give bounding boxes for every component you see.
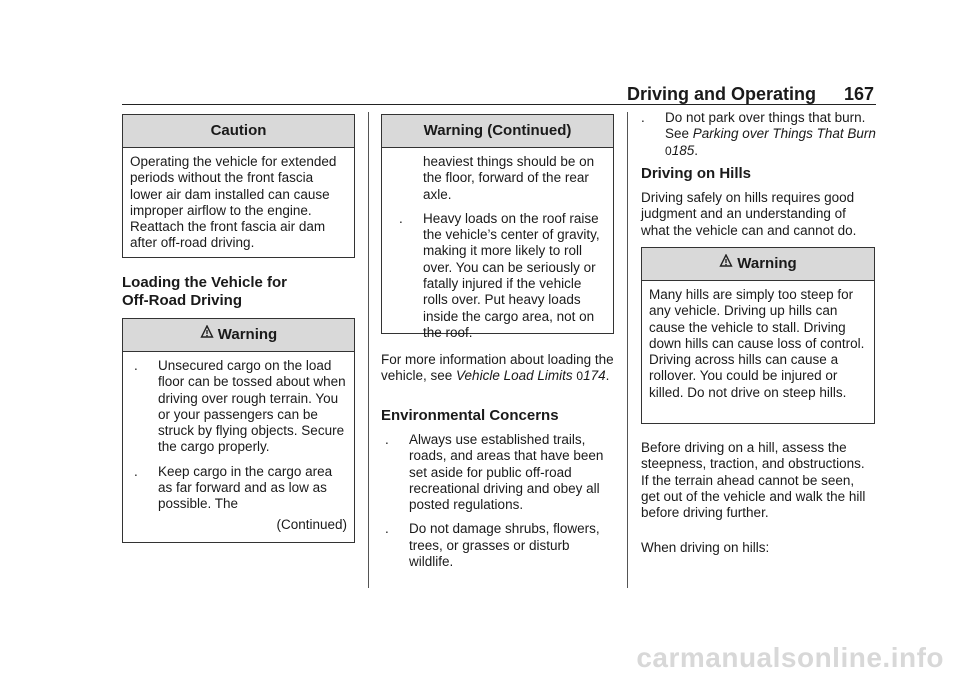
bullet-dot: .: [134, 463, 138, 479]
page-ref-icon: 0: [665, 143, 672, 158]
loading-heading-line-2: Off-Road Driving: [122, 292, 242, 309]
column-divider-1: [368, 112, 369, 588]
bullet-dot: .: [399, 210, 403, 226]
warning-1-bullet-1-text: Unsecured cargo on the load floor can be tossed about when driving over rough terrain. You or your passengers can be struck by flying objects. Secure the cargo properly.: [158, 358, 346, 455]
warning-heading-1: [123, 319, 354, 352]
caution-box: [122, 114, 355, 258]
when-driving-paragraph: When driving on hills:: [641, 540, 770, 555]
env-bullet-2: [381, 521, 617, 570]
warning-continued-text: heaviest things should be on the floor, forward of the rear axle.: [423, 154, 595, 202]
hills-intro: Driving safely on hills requires good judgment and an understanding of what the vehicle can and cannot do.: [641, 190, 857, 238]
warning-heading-2: [642, 248, 874, 281]
warning-box-continued: [381, 114, 614, 340]
more-info-paragraph: [381, 352, 617, 385]
warning-1-bullet-2-text: Keep cargo in the cargo area as far forward and as low as possible. The: [158, 463, 333, 512]
warning-box-1: [122, 318, 355, 543]
environmental-concerns-heading: Environmental Concerns: [381, 407, 559, 424]
warning-2-body: Many hills are simply too steep for any vehicle. Driving up hills can cause the vehicle to stall. Driving down hills can cause loss of control. Driving across hills can cause a rollover. You could be injured or killed. Do not drive on steep hills.: [649, 287, 865, 400]
page-header: [122, 84, 876, 104]
bullet-dot: .: [385, 521, 389, 537]
warning-1-bullet-1: [130, 358, 347, 456]
warning-icon: [200, 325, 214, 341]
warning-continued-heading: Warning (Continued): [382, 115, 613, 148]
caution-heading: Caution: [123, 115, 354, 148]
header-rule: [122, 104, 876, 105]
continued-label: (Continued): [276, 516, 347, 532]
loading-heading: [122, 274, 362, 310]
section-title: Driving and Operating: [626, 84, 816, 104]
park-bullet-end: .: [694, 142, 698, 158]
bullet-dot: .: [385, 432, 389, 447]
caution-body: Operating the vehicle for extended periods without the front fascia lower air dam installed can cause improper airflow to the engine. Reattach the front fascia air dam after off-road driving.: [130, 154, 337, 251]
warning-heading-text-1: Warning: [217, 326, 278, 343]
bullet-dot: .: [134, 358, 138, 373]
page-number: 167: [843, 84, 874, 104]
warning-continued-bullet-text: Heavy loads on the roof raise the vehicle’s center of gravity, making it more likely to roll over. You can be seriously or fatally injured if the vehicle rolls over. Put heavy loads inside the cargo area, not on the roof.: [423, 210, 600, 340]
column-divider-2: [627, 112, 628, 588]
warning-heading-text-2: Warning: [737, 255, 797, 272]
park-bullet: [641, 110, 877, 159]
page-ref-icon: 0: [576, 369, 584, 384]
warning-continued-bullet: [389, 211, 606, 341]
warning-icon: [719, 254, 733, 270]
page-ref-174[interactable]: 174: [583, 368, 606, 384]
env-bullet-1-text: Always use established trails, roads, and areas that have been set aside for public off-road recreational driving and obey all posted regulations.: [409, 432, 604, 513]
vehicle-load-limits-link[interactable]: Vehicle Load Limits: [456, 368, 573, 384]
loading-heading-line-1: Loading the Vehicle for: [122, 274, 288, 291]
before-driving-paragraph: Before driving on a hill, assess the steepness, traction, and obstructions. If the terrain ahead cannot be seen, get out of the vehicle and walk the hill before driving further.: [641, 440, 866, 521]
env-bullet-1: [381, 432, 617, 513]
env-bullet-2-text: Do not damage shrubs, flowers, trees, or grasses or disturb wildlife.: [409, 521, 600, 570]
warning-1-bullet-2: [130, 464, 347, 513]
bullet-dot: .: [641, 110, 645, 125]
driving-on-hills-heading: Driving on Hills: [641, 165, 752, 182]
more-info-text: For more information about loading the vehicle, see: [381, 352, 614, 384]
environmental-bullets: [381, 432, 617, 570]
watermark: carmanualsonline.info: [636, 642, 944, 673]
warning-box-2: [641, 247, 875, 424]
park-bullet-text: Do not park over things that burn. See: [665, 110, 866, 142]
parking-over-things-link[interactable]: Parking over Things That Burn: [692, 126, 876, 142]
page-ref-185[interactable]: 185: [671, 142, 695, 158]
more-info-end: .: [605, 368, 610, 384]
